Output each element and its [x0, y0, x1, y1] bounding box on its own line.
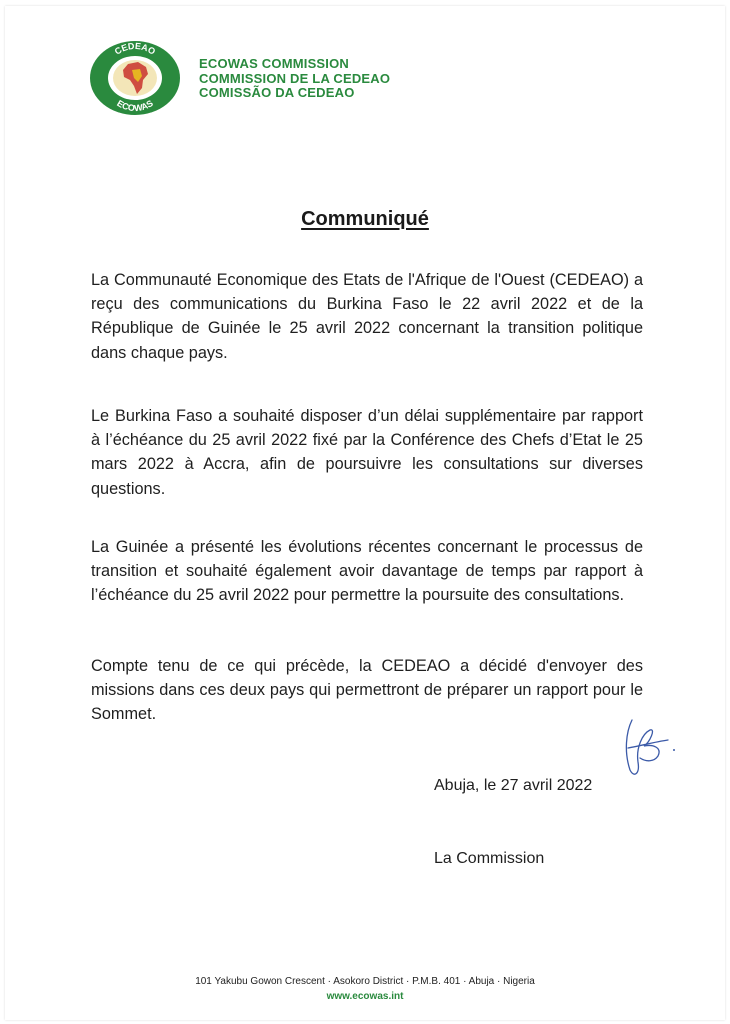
document-page — [5, 6, 725, 1020]
footer-address: 101 Yakubu Gowon Crescent · Asokoro District · P.M.B. 401 · Abuja · Nigeria — [195, 976, 535, 987]
handwritten-signature — [620, 712, 678, 782]
org-line-en: ECOWAS COMMISSION — [199, 56, 350, 71]
paragraph-4: Compte tenu de ce qui précède, la CEDEAO a décidé d'envoyer des missions dans ces deux pays qui permettront de préparer un rapport pour le Sommet. — [91, 657, 643, 724]
signatory: La Commission — [434, 850, 545, 867]
organization-names — [199, 57, 390, 101]
place-and-date: Abuja, le 27 avril 2022 — [434, 777, 593, 794]
paragraph-2: Le Burkina Faso a souhaité disposer d’un délai supplémentaire par rapport à l’échéance du 25 avril 2022 fixé par la Conférence des Chefs d’Etat le 25 mars 2022 à Accra, afin de poursuivre les consultations sur diverses questions. — [91, 407, 643, 498]
org-line-fr: COMMISSION DE LA CEDEAO — [199, 70, 391, 86]
org-line-pt: COMISSÃO DA CEDEAO — [199, 85, 355, 100]
logo-text-top: CEDEAO — [112, 40, 158, 57]
communique-title: Communiqué — [301, 208, 429, 230]
ecowas-logo — [88, 40, 182, 116]
paragraph-1: La Communauté Economique des Etats de l'Afrique de l'Ouest (CEDEAO) a reçu des communications du Burkina Faso le 22 avril 2022 et de la République de Guinée le 25 avril 2022 concernant la transition politique dans chaque pays. — [91, 271, 643, 362]
logo-text-bottom: ECOWAS — [115, 98, 155, 114]
footer-website-link[interactable]: www.ecowas.int — [326, 991, 404, 1002]
paragraph-3: La Guinée a présenté les évolutions récentes concernant le processus de transition et souhaité également avoir davantage de temps par rapport à l’échéance du 25 avril 2022 pour permettre la poursuite des consultations. — [91, 538, 643, 605]
